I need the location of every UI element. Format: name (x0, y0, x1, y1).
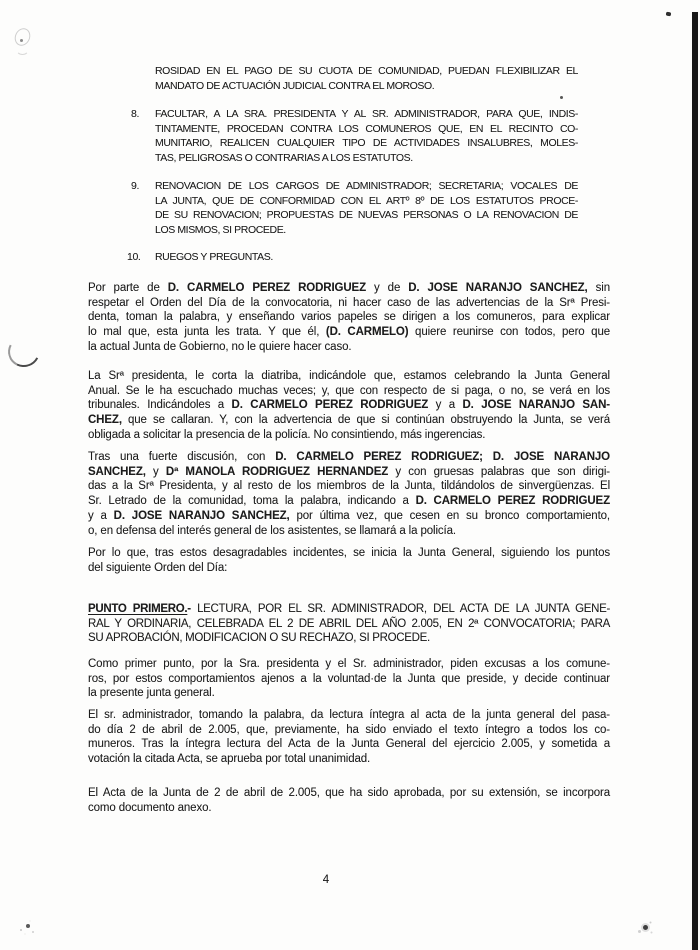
text-line (88, 384, 610, 399)
scan-smudge-dot (20, 39, 23, 42)
text-line (155, 122, 578, 137)
scan-smudge-tail (16, 44, 29, 55)
text-segment: La Srª presidenta, le corta la diatriba, indicándole que, estamos celebrando la Junta General (88, 370, 610, 382)
text-line (88, 617, 610, 632)
emphasized-text: D. JOSE NARANJO SANCHEZ, (113, 509, 290, 522)
text-segment: Por lo que, tras estos desagradables incidentes, se inicia la Junta General, siguiendo los puntos (88, 547, 610, 559)
text-segment: TINTAMENTE, PROCEDAN CONTRA LOS COMUNEROS QUE, EN EL RECINTO CO- (155, 122, 578, 135)
text-line (88, 737, 610, 752)
text-line (155, 223, 578, 238)
text-line (88, 672, 610, 687)
text-segment: denta, toman la palabra, y enseñando varios papeles se dirigen a los comuneros, para explicar (88, 311, 610, 324)
pen-stroke-left-margin (4, 332, 44, 371)
text-segment: LA JUNTA, QUE DE CONFORMIDAD CON EL ARTº 8º DE LOS ESTATUTOS PROCE- (155, 194, 578, 207)
text-segment: SU APROBACIÓN, MODIFICACION O SU RECHAZO, SI PROCEDE. (88, 632, 430, 645)
heading-paragraph (88, 602, 610, 646)
text-line (155, 194, 578, 209)
agenda-item (131, 179, 578, 238)
text-segment: FACULTAR, A LA SRA. PRESIDENTA Y AL SR. ADMINISTRADOR, PARA QUE, INDIS- (155, 108, 578, 120)
text-segment: LOS MISMOS, SI PROCEDE. (155, 224, 286, 237)
scan-speck (560, 96, 563, 99)
text-segment: RAL Y ORDINARIA, CELEBRADA EL 2 DE ABRIL DEL AÑO 2.005, EN 2ª CONVOCATORIA; PARA (88, 617, 610, 630)
paragraph (88, 657, 610, 701)
text-segment: y a (428, 399, 463, 412)
text-segment: ros, por estos comportamientos ajenos a la voluntad·de la Junta que preside, y decide continuar (88, 672, 610, 685)
text-segment: das a la Srª Presidenta, y al resto de los miembros de la Junta, tildándolos de sinvergüenzas. El (88, 480, 610, 493)
scan-dot-bottom-left (26, 924, 30, 928)
text-line (155, 179, 578, 194)
text-line (88, 369, 610, 384)
text-segment: lo mal que, esta junta les trata. Y que él, (88, 326, 326, 339)
text-segment: El sr. administrador, tomando la palabra, da lectura íntegra al acta de la junta general del pasa- (88, 709, 610, 721)
paragraph (88, 450, 610, 538)
text-line (88, 413, 610, 428)
emphasized-text: - (187, 603, 191, 615)
text-line (88, 686, 610, 701)
agenda-continuation (155, 64, 578, 93)
text-segment: ROSIDAD EN EL PAGO DE SU CUOTA DE COMUNIDAD, PUEDAN FLEXIBILIZAR EL (155, 65, 578, 77)
emphasized-text: D. JOSE NARANJO SANCHEZ, (408, 282, 588, 294)
text-segment: TAS, PELIGROSAS O CONTRARIAS A LOS ESTATUTOS. (155, 152, 413, 165)
text-segment: obligada a solicitar la presencia de la policía. No consintiendo, más ingerencias. (88, 428, 486, 441)
text-segment: El Acta de la Junta de 2 de abril de 2.005, que ha sido aprobada, por su extensión, se incorpora (88, 787, 610, 799)
text-segment: MUNITARIO, REALICEN CUALQUIER TIPO DE ACTIVIDADES INSALUBRES, MOLES- (155, 137, 578, 150)
text-segment: la presente junta general. (88, 687, 215, 700)
text-line (88, 509, 610, 524)
scan-dot-top-right (666, 12, 672, 17)
text-segment: Como primer punto, por la Sra. presidenta y el Sr. administrador, piden excusas a los comune- (88, 658, 610, 670)
text-line (88, 708, 610, 723)
text-segment: DE SU RENOVACION; PROPUESTAS DE NUEVAS PERSONAS O LA RENOVACION DE (155, 209, 578, 222)
text-segment: Sr. Letrado de la comunidad, toma la palabra, indicando a (88, 495, 416, 508)
text-line (88, 631, 610, 646)
text-line (88, 657, 610, 672)
text-line (155, 136, 578, 151)
text-segment: que se callaran. Y, con la advertencia de que si continúan obstruyendo la Junta, se verá (121, 414, 610, 427)
text-line (88, 786, 610, 801)
text-segment: respetar el Orden del Día de la convocatoria, ni hacer caso de las advertencias de la Srª Presi- (88, 296, 610, 309)
text-line (88, 450, 610, 465)
text-segment: la actual Junta de Gobierno, no le quiere hacer caso. (88, 340, 352, 353)
emphasized-text: PUNTO PRIMERO. (88, 603, 188, 615)
paragraph (88, 281, 610, 355)
paragraph (88, 786, 610, 815)
text-line (155, 250, 578, 265)
text-line (88, 325, 610, 340)
text-line (88, 296, 610, 311)
text-line (88, 561, 610, 576)
page-number: 4 (322, 874, 330, 886)
text-segment: votación la citada Acta, se aprueba por total unanimidad. (88, 753, 371, 766)
agenda-item-number: 9. (131, 180, 139, 192)
emphasized-text: D. JOSE NARANJO SAN- (462, 399, 610, 412)
text-segment: quiere reunirse con todos, pero que (408, 326, 610, 339)
text-segment: Tras una fuerte discusión, con (88, 451, 276, 463)
text-segment: Por parte de (88, 282, 168, 294)
emphasized-text: D. CARMELO PEREZ RODRIGUEZ; D. JOSE NARANJO (275, 451, 610, 463)
paragraph (88, 546, 610, 575)
emphasized-text: D. CARMELO PEREZ RODRIGUEZ (167, 282, 367, 294)
scan-dot-bottom-right (643, 925, 648, 930)
text-line (88, 310, 610, 325)
text-segment: Anual. Se le ha escuchado muchas veces; y, que con respecto de si paga, o no, se verá en los (88, 384, 610, 397)
text-segment: como documento anexo. (88, 801, 212, 814)
emphasized-text: Dª MANOLA RODRIGUEZ HERNANDEZ (165, 465, 389, 478)
emphasized-text: CHEZ, (88, 414, 122, 427)
text-line (88, 340, 610, 355)
text-segment: muneros. Tras la íntegra lectura del Acta de la Junta General del ejercicio 2.005, y sometida a (88, 738, 610, 751)
text-segment: por última vez, que cesen en su bronco comportamiento, (289, 509, 610, 522)
text-line (88, 524, 610, 539)
text-line (88, 398, 610, 413)
text-line (88, 479, 610, 494)
emphasized-text: SANCHEZ, (88, 465, 146, 478)
text-segment: y con gruesas palabras que son dirigi- (388, 465, 610, 478)
agenda-item (131, 107, 578, 166)
text-segment: LECTURA, POR EL SR. ADMINISTRADOR, DEL ACTA DE LA JUNTA GENE- (190, 603, 610, 615)
agenda-item-number: 8. (131, 108, 139, 120)
text-segment: do día 2 de abril de 2.005, que, previamente, ha sido enviado el texto íntegro a todos los co- (88, 723, 610, 736)
text-line (88, 281, 610, 296)
text-line (155, 151, 578, 166)
text-segment: o, en defensa del interés general de los asistentes, se llamará a la policía. (88, 524, 456, 537)
text-line (88, 752, 610, 767)
text-line (88, 801, 610, 816)
text-segment: MANDATO DE ACTUACIÓN JUDICIAL CONTRA EL MOROSO. (155, 79, 435, 92)
emphasized-text: (D. CARMELO) (325, 326, 409, 339)
text-segment: del siguiente Orden del Día: (88, 561, 228, 574)
paragraph (88, 708, 610, 767)
text-line (88, 723, 610, 738)
emphasized-text: D. CARMELO PEREZ RODRIGUEZ (415, 495, 610, 508)
text-segment: y de (366, 282, 409, 294)
text-line (88, 602, 610, 617)
scanner-edge-shadow (692, 12, 698, 950)
agenda-item (127, 250, 578, 265)
text-line (155, 64, 578, 79)
text-line (88, 546, 610, 561)
text-line (155, 79, 578, 94)
agenda-item-number: 10. (127, 251, 141, 263)
text-segment: y (145, 465, 166, 478)
text-segment: y a (88, 509, 114, 522)
text-line (88, 494, 610, 509)
emphasized-text: D. CARMELO PEREZ RODRIGUEZ (231, 399, 429, 412)
text-segment: sin (587, 282, 610, 294)
text-line (88, 428, 610, 443)
text-line (88, 465, 610, 480)
text-line (155, 107, 578, 122)
text-segment: RUEGOS Y PREGUNTAS. (155, 251, 273, 263)
text-segment: tribunales. Indicándoles a (88, 399, 232, 412)
paragraph (88, 369, 610, 443)
text-segment: RENOVACION DE LOS CARGOS DE ADMINISTRADOR; SECRETARIA; VOCALES DE (155, 180, 578, 192)
text-line (155, 208, 578, 223)
